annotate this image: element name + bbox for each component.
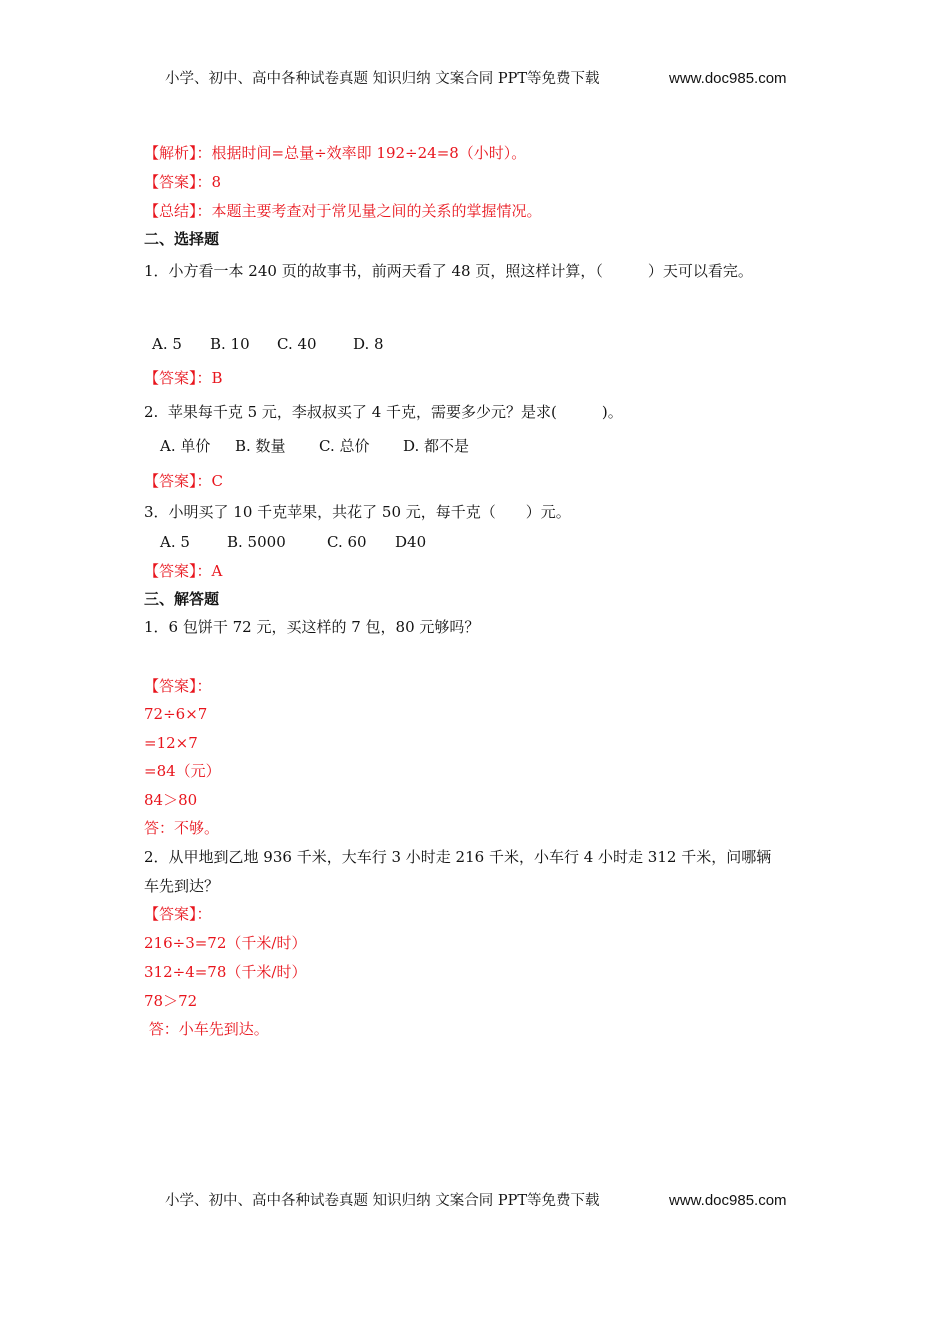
s3-q1-step: 72÷6×7	[144, 705, 208, 723]
s2-q2-option-b: B. 数量	[235, 437, 286, 455]
s3-q2-step: 312÷4=78（千米/时）	[144, 963, 307, 981]
section3-title: 三、解答题	[144, 590, 220, 608]
s2-q3-option-b: B. 5000	[227, 533, 286, 551]
footer-text: 小学、初中、高中各种试卷真题 知识归纳 文案合同 PPT等免费下载	[165, 1193, 600, 1209]
prev-analysis: 【解析】：根据时间=总量÷效率即 192÷24=8（小时）。	[144, 144, 527, 162]
prev-summary: 【总结】：本题主要考查对于常见量之间的关系的掌握情况。	[144, 202, 542, 220]
s2-q3-answer: 【答案】：A	[144, 562, 223, 580]
s3-q2-step: 答：小车先到达。	[144, 1020, 269, 1038]
s2-q3-text: 3．小明买了 10 千克苹果，共花了 50 元，每千克（ ）元。	[144, 503, 571, 521]
s2-q1-option-d: D. 8	[353, 335, 384, 353]
s3-q2-text-line1: 2．从甲地到乙地 936 千米，大车行 3 小时走 216 千米，小车行 4 小时走 312 千米，问哪辆	[144, 848, 772, 866]
s3-q2-answer-label: 【答案】：	[144, 905, 212, 923]
section2-title: 二、选择题	[144, 230, 220, 248]
s3-q1-answer-label: 【答案】：	[144, 677, 212, 695]
s2-q2-option-d: D. 都不是	[403, 437, 470, 455]
s3-q1-text: 1．6 包饼干 72 元，买这样的 7 包，80 元够吗？	[144, 618, 480, 636]
s3-q2-step: 216÷3=72（千米/时）	[144, 934, 307, 952]
footer-url[interactable]: www.doc985.com	[669, 1192, 787, 1209]
s2-q2-option-c: C. 总价	[319, 437, 370, 455]
s3-q2-text-line2: 车先到达？	[144, 877, 220, 895]
s2-q1-option-c: C. 40	[277, 335, 317, 353]
s2-q3-option-d: D40	[395, 533, 427, 551]
s2-q1-option-b: B. 10	[210, 335, 250, 353]
s2-q2-text: 2. 苹果每千克 5 元，李叔叔买了 4 千克，需要多少元？是求( )。	[144, 403, 623, 421]
s2-q2-answer: 【答案】：C	[144, 472, 223, 490]
s3-q1-step: 答：不够。	[144, 819, 220, 837]
s2-q1-option-a: A. 5	[152, 335, 182, 353]
s3-q2-step: 78＞72	[144, 992, 198, 1010]
prev-answer: 【答案】：8	[144, 173, 222, 191]
s2-q1-text: 1．小方看一本 240 页的故事书，前两天看了 48 页，照这样计算，（ ）天可以看完。	[144, 262, 753, 280]
header-text: 小学、初中、高中各种试卷真题 知识归纳 文案合同 PPT等免费下载	[165, 71, 600, 87]
s3-q1-step: =12×7	[144, 734, 198, 752]
header-url[interactable]: www.doc985.com	[669, 70, 787, 87]
s2-q3-option-c: C. 60	[327, 533, 367, 551]
s2-q2-option-a: A. 单价	[160, 437, 211, 455]
s3-q1-step: =84（元）	[144, 762, 221, 780]
s3-q1-step: 84＞80	[144, 791, 198, 809]
s2-q3-option-a: A. 5	[160, 533, 190, 551]
s2-q1-answer: 【答案】：B	[144, 369, 223, 387]
